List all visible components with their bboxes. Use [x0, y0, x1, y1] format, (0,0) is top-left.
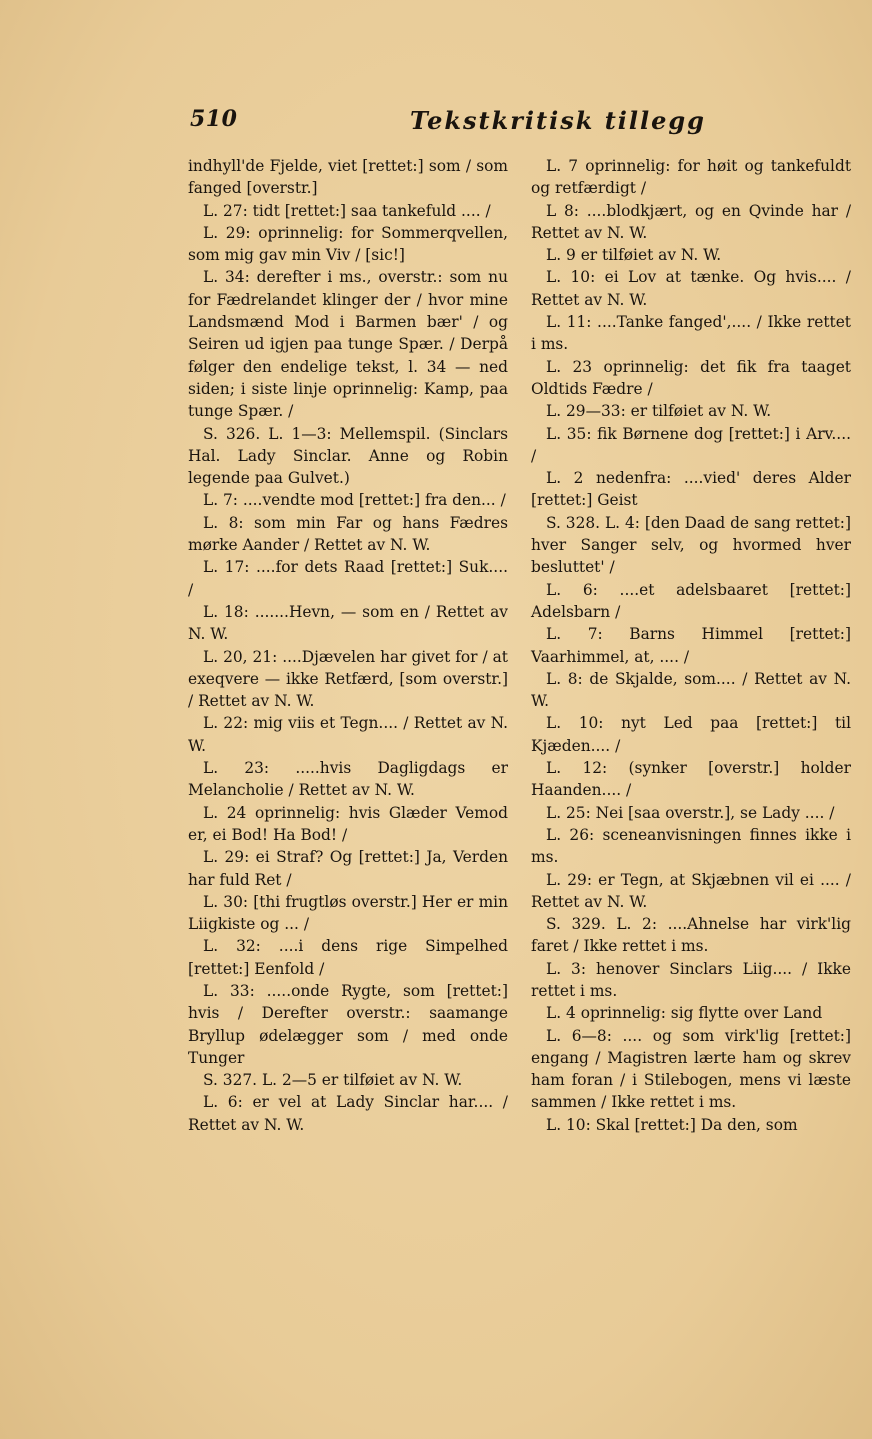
section-note-paragraph: S. 329. L. 2: ....Ahnelse har virk'lig faret / Ikke rettet i ms. [531, 915, 851, 956]
note-paragraph: L. 34: derefter i ms., overstr.: som nu for Fædrelandet klinger der / hvor mine Landsmænd Mod i Barmen bær' / og Seiren ud igjen paa tunge Spær. / Derpå følger den endelige tekst, l. 34 — ned siden; i siste linje oprinnelig: Kamp, paa tunge Spær. / [188, 268, 508, 421]
note-paragraph: L. 20, 21: ....Djævelen har givet for / at exeqvere — ikke Retfærd, [som overstr.] / Rettet av N. W. [188, 647, 508, 711]
note-paragraph: L. 7: ....vendte mod [rettet:] fra den... / [203, 491, 506, 510]
note-paragraph: L. 26: sceneanvisningen finnes ikke i ms. [531, 825, 851, 867]
note-paragraph: L. 8: de Skjalde, som.... / Rettet av N. W. [531, 669, 851, 711]
note-paragraph: L. 35: fik Børnene dog [rettet:] i Arv.... / [531, 424, 851, 465]
note-paragraph: L. 6: er vel at Lady Sinclar har.... / Rettet av N. W. [188, 1093, 508, 1134]
note-paragraph: L. 10: ei Lov at tænke. Og hvis.... / Rettet av N. W. [531, 268, 851, 309]
page-number: 510 [190, 106, 238, 132]
note-paragraph: L. 23 oprinnelig: det fik fra taaget Oldtids Fædre / [531, 357, 851, 398]
note-paragraph: L. 6—8: .... og som virk'lig [rettet:] engang / Magistren lærte ham og skrev ham foran / i Stilebogen, mens vi læste sammen / Ikke rettet i ms. [531, 1026, 851, 1112]
section-note-paragraph: S. 327. L. 2—5 er tilføiet av N. W. [203, 1071, 463, 1090]
note-paragraph: L. 3: henover Sinclars Liig.... / Ikke rettet i ms. [531, 959, 851, 1000]
left-column [188, 155, 508, 1136]
note-paragraph: L. 9 er tilføiet av N. W. [546, 246, 722, 265]
note-paragraph: L. 6: ....et adelsbaaret [rettet:] Adelsbarn / [531, 580, 851, 621]
note-paragraph: L. 11: ....Tanke fanged',.... / Ikke rettet i ms. [531, 313, 851, 354]
note-paragraph: L. 29: er Tegn, at Skjæbnen vil ei .... / Rettet av N. W. [531, 870, 851, 911]
note-paragraph: L. 24 oprinnelig: hvis Glæder Vemod er, ei Bod! Ha Bod! / [188, 803, 508, 844]
note-paragraph: L. 2 nedenfra: ....vied' deres Alder [rettet:] Geist [531, 469, 851, 510]
note-paragraph: L. 8: som min Far og hans Fædres mørke Aander / Rettet av N. W. [188, 513, 508, 555]
note-paragraph: L. 17: ....for dets Raad [rettet:] Suk.... / [188, 558, 508, 599]
note-paragraph: indhyll'de Fjelde, viet [rettet:] som / som fanged [overstr.] [188, 157, 508, 198]
note-paragraph: L. 7: Barns Himmel [rettet:] Vaarhimmel, at, .... / [531, 625, 851, 666]
page-header [190, 100, 850, 144]
note-paragraph: L. 29: oprinnelig: for Sommerqvellen, som mig gav min Viv / [sic!] [188, 223, 508, 265]
note-paragraph: L. 29—33: er tilføiet av N. W. [546, 402, 772, 421]
note-paragraph: L. 30: [thi frugtløs overstr.] Her er min Liigkiste og ... / [188, 892, 508, 934]
note-paragraph: L. 12: (synker [overstr.] holder Haanden.... / [531, 759, 851, 800]
note-paragraph: L. 32: ....i dens rige Simpelhed [rettet:] Eenfold / [188, 937, 508, 978]
note-paragraph: L. 29: ei Straf? Og [rettet:] Ja, Verden har fuld Ret / [188, 848, 508, 889]
note-paragraph: L. 25: Nei [saa overstr.], se Lady .... / [546, 803, 835, 822]
note-paragraph: L. 23: .....hvis Dagligdags er Melancholie / Rettet av N. W. [188, 759, 508, 800]
note-paragraph: L. 18: .......Hevn, — som en / Rettet av N. W. [188, 602, 508, 644]
note-paragraph: L. 22: mig viis et Tegn.... / Rettet av N. W. [188, 714, 508, 755]
note-paragraph: L. 33: .....onde Rygte, som [rettet:] hvis / Derefter overstr.: saamange Bryllup ødelægger som / med onde Tunger [188, 981, 508, 1067]
running-title: Tekstkritisk tillegg [410, 106, 706, 135]
note-paragraph: L. 4 oprinnelig: sig flytte over Land [546, 1004, 823, 1023]
note-paragraph: L. 27: tidt [rettet:] saa tankefuld .... / [203, 201, 491, 220]
right-column [531, 155, 851, 1136]
note-paragraph: L. 10: Skal [rettet:] Da den, som [546, 1115, 798, 1134]
note-paragraph: L. 10: nyt Led paa [rettet:] til Kjæden.... / [531, 714, 851, 755]
note-paragraph: L 8: ....blodkjært, og en Qvinde har / Rettet av N. W. [531, 201, 851, 242]
section-note-paragraph: S. 326. L. 1—3: Mellemspil. (Sinclars Hal. Lady Sinclar. Anne og Robin legende paa Gulvet.) [188, 424, 508, 488]
section-note-paragraph: S. 328. L. 4: [den Daad de sang rettet:] hver Sanger selv, og hvormed hver besluttet' / [531, 513, 851, 577]
note-paragraph: L. 7 oprinnelig: for høit og tankefuldt og retfærdigt / [531, 157, 851, 198]
